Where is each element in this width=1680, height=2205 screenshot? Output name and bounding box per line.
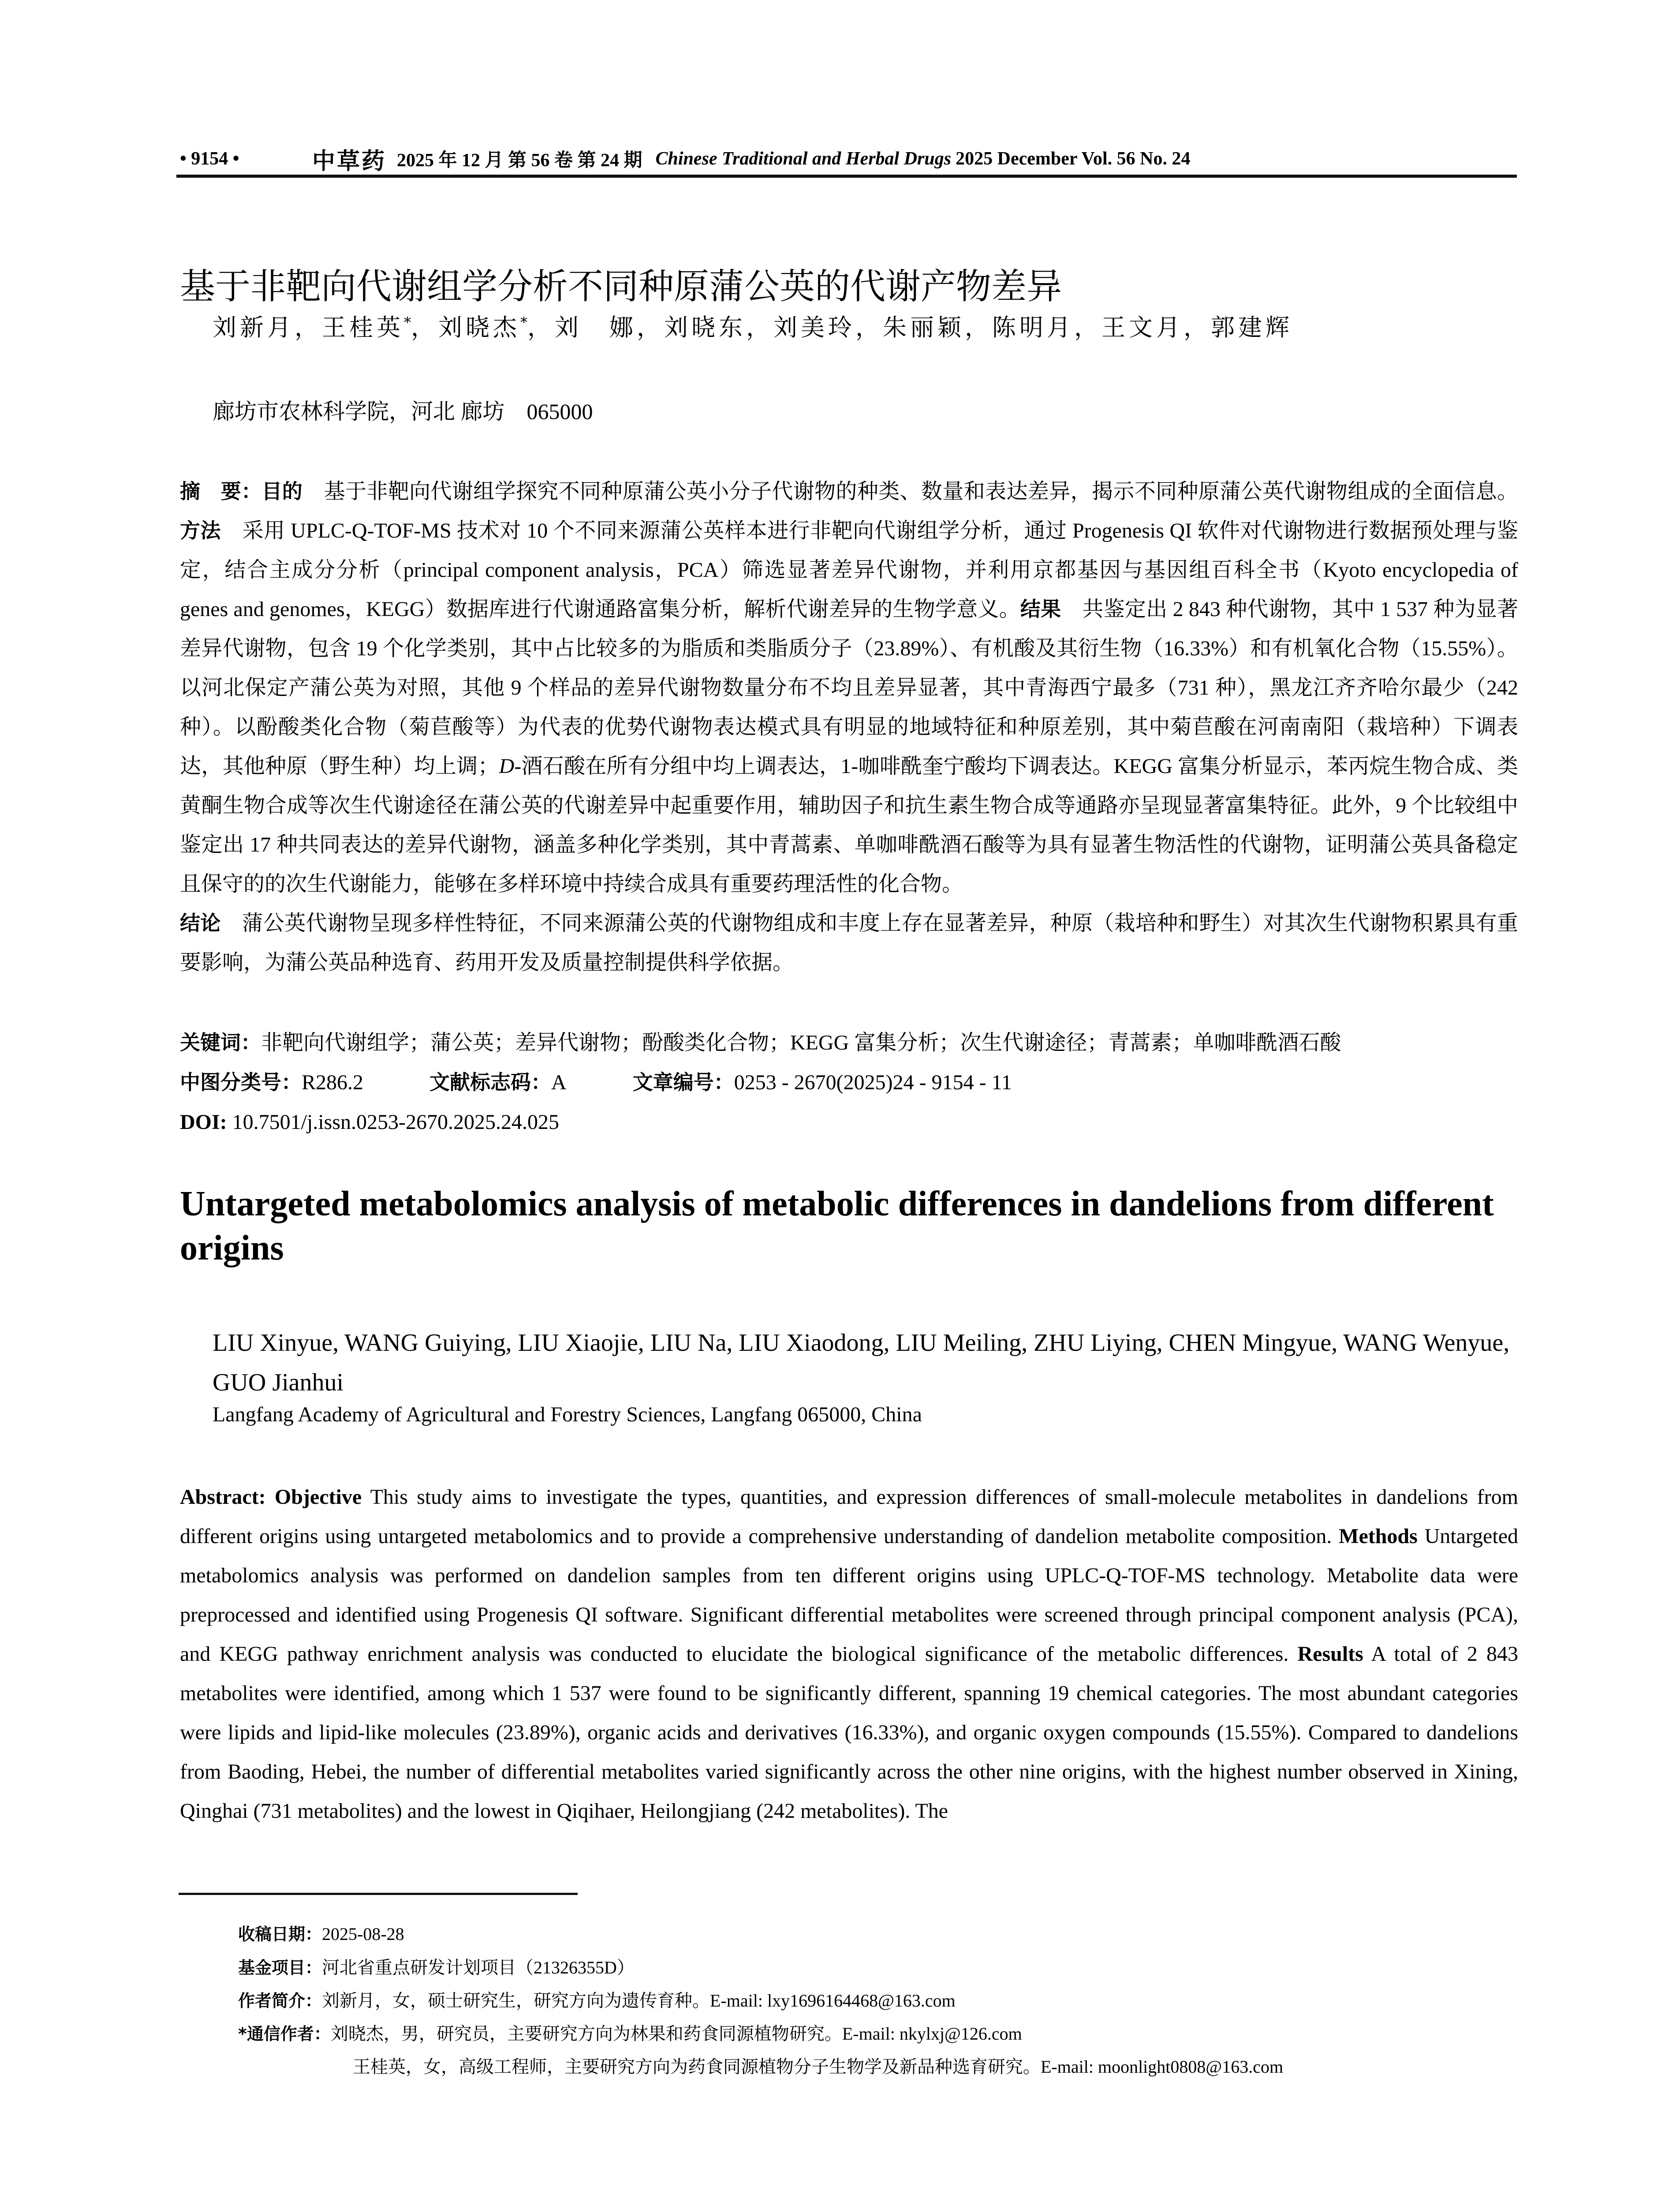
author-list-en: LIU Xinyue, WANG Guiying, LIU Xiaojie, LIU Na, LIU Xiaodong, LIU Meiling, ZHU Liying, CHEN Mingyue, WANG Wenyue, GUO Jianhui [213,1329,1510,1396]
abstract-en [180,1477,1518,1831]
conclusion-label-cn: 结论 [180,911,221,935]
author-bio-value: 刘新月，女，硕士研究生，研究方向为遗传育种。E-mail: lxy1696164468@163.com [322,1991,956,2011]
article-number-value: 0253 - 2670(2025)24 - 9154 - 11 [734,1071,1012,1094]
doi-label: DOI: [180,1110,227,1134]
issue-info-en: 2025 December Vol. 56 No. 24 [956,149,1191,169]
classification-line [180,1063,1518,1102]
page-number: • 9154 • [180,149,239,169]
affiliation-cn: 廊坊市农林科学院，河北 廊坊 065000 [213,399,593,424]
results-text-cn-2: -酒石酸在所有分组中均上调表达，1-咖啡酰奎宁酸均下调表达。KEGG 富集分析显示，苯丙烷生物合成、类黄酮生物合成等次生代谢途径在蒲公英的代谢差异中起重要作用，辅助因子和抗生素生物合成等通路亦呈现显著富集特征。此外，9 个比较组中鉴定出 17 种共同表达的差异代谢物，涵盖多种化学类别，其中青蒿素、单咖啡酰酒石酸等为具有显著生物活性的代谢物，证明蒲公英具备稳定且保守的的次生代谢能力，能够在多样环境中持续合成具有重要药理活性的化合物。 [180,755,1518,896]
methods-label-cn: 方法 [180,519,221,542]
results-label-cn: 结果 [1020,597,1061,621]
article-number-label: 文章编号： [632,1070,734,1094]
clc-label: 中图分类号： [180,1070,302,1094]
methods-text-cn: 采用 UPLC-Q-TOF-MS 技术对 10 个不同来源蒲公英样本进行非靶向代谢组学分析，通过 Progenesis QI 软件对代谢物进行数据预处理与鉴定，结合主成分分析（principal component analysis，PCA）筛选显著差异代谢物，并利用京都基因与基因组百科全书（Kyoto encyclopedia of genes and genomes，KEGG）数据库进行代谢通路富集分析，解析代谢差异的生物学意义。 [180,519,1519,621]
methods-text-en: Untargeted metabolomics analysis was performed on dandelion samples from ten different origins using UPLC-Q-TOF-MS technology. Metabolite data were preprocessed and identified using Progenesis QI software. Significant differential metabolites were screened through principal component analysis (PCA), and KEGG pathway enrichment analysis was conducted to elucidate the biological significance of the metabolic differences. [180,1525,1518,1666]
doc-code-label: 文献标志码： [429,1070,552,1094]
authors-cn-part2: ，刘晓杰 [411,314,520,341]
header-rule [176,175,1517,178]
keywords-cn [180,1023,1518,1062]
corresponding-mark: * [520,314,527,331]
journal-name-en: Chinese Traditional and Herbal Drugs [655,149,952,169]
article-title-en: Untargeted metabolomics analysis of metabolic differences in dandelions from different origins [180,1185,1494,1267]
footnote-author-bio [238,1987,956,2012]
footnote-fund [238,1954,635,1979]
author-list-cn [213,309,1293,343]
doi-link[interactable]: 10.7501/j.issn.0253-2670.2025.24.025 [227,1110,560,1134]
doc-code-value: A [551,1071,567,1094]
objective-text-en: This study aims to investigate the types, quantities, and expression differences of small-molecule metabolites in dandelions from different origins using untargeted metabolomics and to provide a comprehensive understanding of dandelion metabolite composition. [180,1485,1518,1548]
results-italic-d: D [499,755,515,778]
doi-line [180,1102,1518,1142]
results-label-en: Results [1297,1642,1363,1666]
received-value: 2025-08-28 [322,1924,404,1944]
abstract-objective-label-en: Abstract: Objective [180,1485,362,1509]
authors-cn-part3: ，刘 娜，刘晓东，刘美玲，朱丽颖，陈明月，王文月，郭建辉 [527,314,1293,341]
corresponding-mark: * [404,314,411,331]
issue-info-cn: 2025 年 12 月 第 56 卷 第 24 期 [397,150,642,171]
corresponding-label: *通信作者： [238,2024,331,2044]
article-title-cn: 基于非靶向代谢组学分析不同种原蒲公英的代谢产物差异 [180,266,1062,307]
methods-label-en: Methods [1339,1525,1418,1548]
authors-cn-part1: 刘新月，王桂英 [213,314,404,341]
received-label: 收稿日期： [238,1925,322,1944]
abstract-label-cn: 摘 要： [180,479,262,503]
footnote-rule [179,1893,578,1895]
objective-text-cn: 基于非靶向代谢组学探究不同种原蒲公英小分子代谢物的种类、数量和表达差异，揭示不同种原蒲公英代谢物组成的全面信息。 [302,480,1518,503]
corresponding-value-1: 刘晓杰，男，研究员，主要研究方向为林果和药食同源植物研究。E-mail: nkylxj@126.com [330,2024,1022,2044]
running-header [180,146,1516,172]
fund-value: 河北省重点研发计划项目（21326355D） [322,1958,635,1977]
footnote-received [238,1921,404,1945]
corresponding-value-2: 王桂英，女，高级工程师，主要研究方向为药食同源植物分子生物学及新品种选育研究。E-mail: moonlight0808@163.com [353,2057,1284,2077]
fund-label: 基金项目： [238,1958,322,1977]
keywords-label: 关键词： [180,1031,261,1054]
affiliation-en: Langfang Academy of Agricultural and Forestry Sciences, Langfang 065000, China [213,1403,922,1426]
results-text-cn-1: 共鉴定出 2 843 种代谢物，其中 1 537 种为显著差异代谢物，包含 19 个化学类别，其中占比较多的为脂质和类脂质分子（23.89%）、有机酸及其衍生物（16.33%）和有机氧化合物（15.55%）。以河北保定产蒲公英为对照，其他 9 个样品的差异代谢物数量分布不均且差异显著，其中青海西宁最多（731 种），黑龙江齐齐哈尔最少（242 种）。以酚酸类化合物（菊苣酸等）为代表的优势代谢物表达模式具有明显的地域特征和种原差别，其中菊苣酸在河南南阳（栽培种）下调表达，其他种原（野生种）均上调； [180,598,1518,778]
abstract-cn [180,472,1518,982]
objective-label-cn: 目的 [261,479,303,503]
keywords-text: 非靶向代谢组学；蒲公英；差异代谢物；酚酸类化合物；KEGG 富集分析；次生代谢途径；青蒿素；单咖啡酰酒石酸 [261,1031,1341,1054]
results-text-en: A total of 2 843 metabolites were identified, among which 1 537 were found to be significantly different, spanning 19 chemical categories. The most abundant categories were lipids and lipid-like molecules (23.89%), organic acids and derivatives (16.33%), and organic oxygen compounds (15.55%). Compared to dandelions from Baoding, Hebei, the number of differential metabolites varied significantly across the other nine origins, with the highest number observed in Xining, Qinghai (731 metabolites) and the lowest in Qiqihaer, Heilongjiang (242 metabolites). The [180,1642,1518,1823]
journal-name-cn: 中草药 [312,149,387,174]
footnote-corresponding [238,2020,1022,2045]
conclusion-text-cn: 蒲公英代谢物呈现多样性特征，不同来源蒲公英的代谢物组成和丰度上存在显著差异，种原（栽培种和野生）对其次生代谢物积累具有重要影响，为蒲公英品种选育、药用开发及质量控制提供科学依据。 [180,912,1518,974]
footnote-corresponding-2 [353,2053,1283,2078]
clc-value: R286.2 [302,1071,364,1094]
author-bio-label: 作者简介： [238,1991,322,2011]
